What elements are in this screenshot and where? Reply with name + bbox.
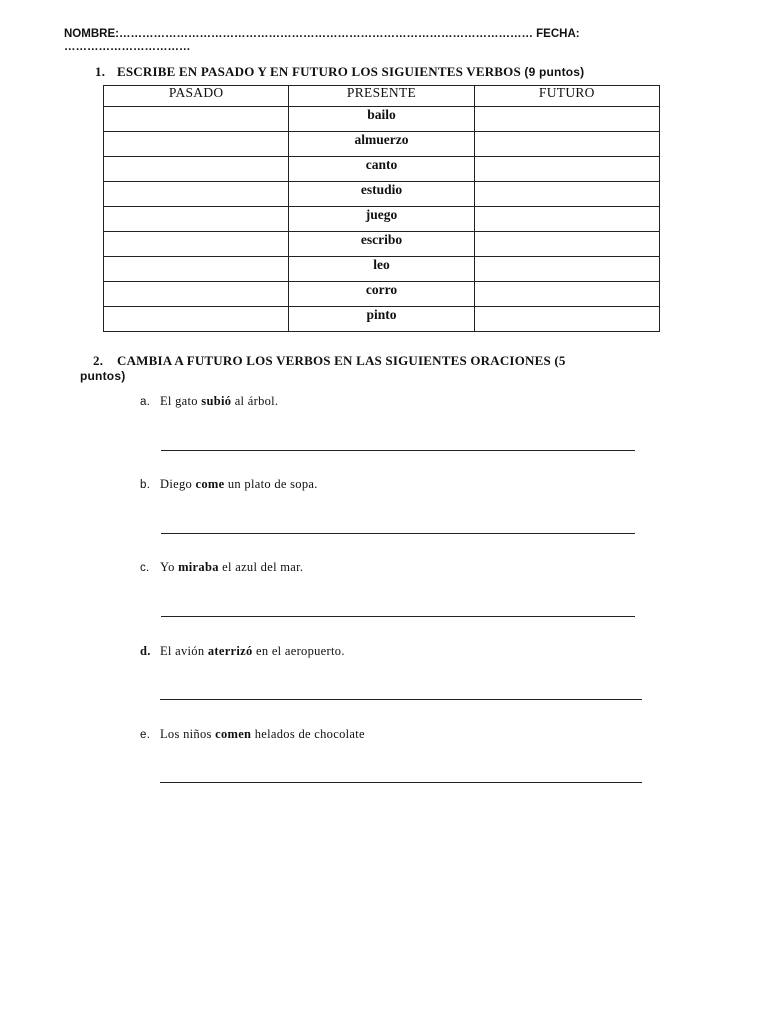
- futuro-cell[interactable]: [474, 132, 659, 157]
- question-1-number: 1.: [95, 64, 106, 79]
- pasado-cell[interactable]: [104, 282, 289, 307]
- table-row: [104, 132, 660, 157]
- sentence-e: [140, 727, 365, 742]
- answer-line-c[interactable]: [161, 616, 635, 617]
- sentence-letter: e.: [140, 729, 151, 741]
- futuro-cell[interactable]: [474, 107, 659, 132]
- table-row: [104, 182, 660, 207]
- futuro-cell[interactable]: [474, 207, 659, 232]
- sentence-text: al árbol.: [231, 394, 279, 408]
- pasado-cell[interactable]: [104, 157, 289, 182]
- sentence-a: [140, 394, 278, 409]
- sentence-verb: subió: [201, 394, 232, 408]
- sentence-letter: c.: [140, 562, 150, 574]
- answer-line-a[interactable]: [161, 450, 635, 451]
- sentence-letter: d.: [140, 644, 151, 658]
- column-header-futuro: FUTURO: [474, 86, 659, 107]
- sentence-text: Yo: [160, 560, 179, 574]
- date-dots-line: ……………………………: [64, 41, 191, 53]
- question-2-text: CAMBIA A FUTURO LOS VERBOS EN LAS SIGUIENTES ORACIONES (5: [117, 353, 566, 368]
- pasado-cell[interactable]: [104, 232, 289, 257]
- presente-cell: leo: [289, 257, 474, 282]
- sentence-text: un plato de sopa.: [224, 477, 318, 491]
- name-date-line: NOMBRE:……………………………………………………………………………………………… FECHA:: [64, 28, 580, 40]
- presente-cell: corro: [289, 282, 474, 307]
- answer-line-e[interactable]: [160, 782, 642, 783]
- pasado-cell[interactable]: [104, 257, 289, 282]
- sentence-text: helados de chocolate: [251, 727, 365, 741]
- table-row: [104, 307, 660, 332]
- sentence-verb: aterrizó: [207, 644, 253, 658]
- table-row: [104, 157, 660, 182]
- question-2-title: [80, 353, 653, 384]
- sentence-verb: come: [195, 477, 225, 491]
- question-1-text: ESCRIBE EN PASADO Y EN FUTURO LOS SIGUIENTES VERBOS: [117, 64, 521, 79]
- sentence-text: El gato: [160, 394, 202, 408]
- question-1-points: (9 puntos): [524, 65, 585, 79]
- sentence-verb: miraba: [178, 560, 219, 574]
- presente-cell: bailo: [289, 107, 474, 132]
- sentence-text: el azul del mar.: [218, 560, 304, 574]
- sentence-text: Los niños: [160, 727, 216, 741]
- table-row: [104, 282, 660, 307]
- column-header-presente: PRESENTE: [289, 86, 474, 107]
- question-2-number: 2.: [93, 353, 104, 368]
- verb-table: [103, 85, 660, 332]
- sentence-b: [140, 477, 318, 492]
- presente-cell: pinto: [289, 307, 474, 332]
- column-header-pasado: PASADO: [104, 86, 289, 107]
- sentence-text: Diego: [160, 477, 196, 491]
- sentence-c: [140, 560, 303, 575]
- presente-cell: juego: [289, 207, 474, 232]
- presente-cell: escribo: [289, 232, 474, 257]
- question-1-title: [95, 64, 584, 80]
- table-row: [104, 207, 660, 232]
- sentence-text: El avión: [160, 644, 208, 658]
- pasado-cell[interactable]: [104, 107, 289, 132]
- futuro-cell[interactable]: [474, 257, 659, 282]
- sentence-text: en el aeropuerto.: [252, 644, 345, 658]
- student-header: [64, 28, 664, 54]
- sentence-letter: a.: [140, 396, 151, 408]
- futuro-cell[interactable]: [474, 282, 659, 307]
- answer-line-d[interactable]: [160, 699, 642, 700]
- futuro-cell[interactable]: [474, 307, 659, 332]
- pasado-cell[interactable]: [104, 307, 289, 332]
- answer-line-b[interactable]: [161, 533, 635, 534]
- sentence-letter: b.: [140, 479, 151, 491]
- futuro-cell[interactable]: [474, 232, 659, 257]
- pasado-cell[interactable]: [104, 207, 289, 232]
- sentence-verb: comen: [215, 727, 252, 741]
- pasado-cell[interactable]: [104, 132, 289, 157]
- pasado-cell[interactable]: [104, 182, 289, 207]
- table-row: [104, 107, 660, 132]
- question-2-points: puntos): [80, 369, 126, 383]
- futuro-cell[interactable]: [474, 157, 659, 182]
- presente-cell: canto: [289, 157, 474, 182]
- sentence-d: [140, 644, 345, 659]
- futuro-cell[interactable]: [474, 182, 659, 207]
- table-row: [104, 257, 660, 282]
- table-header-row: [104, 86, 660, 107]
- presente-cell: almuerzo: [289, 132, 474, 157]
- presente-cell: estudio: [289, 182, 474, 207]
- table-row: [104, 232, 660, 257]
